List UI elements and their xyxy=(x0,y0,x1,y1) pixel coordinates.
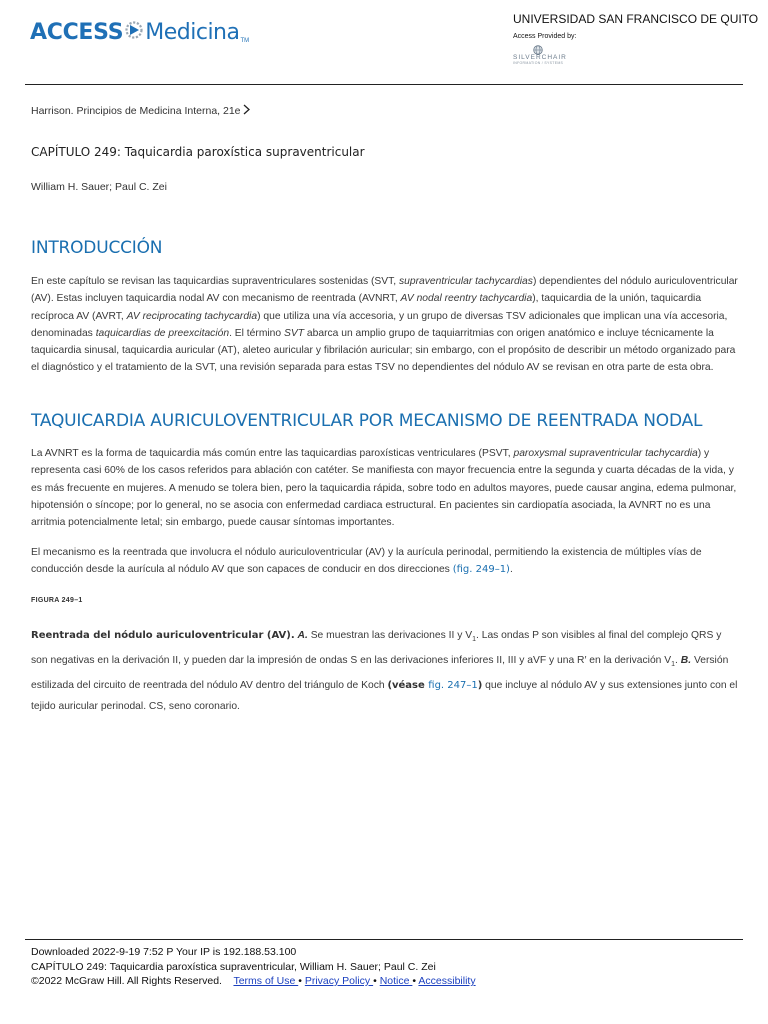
section-heading-avnrt: TAQUICARDIA AURICULOVENTRICULAR POR MECANISMO DE REENTRADA NODAL xyxy=(31,411,703,431)
header-divider xyxy=(25,84,743,85)
provider-name: SILVERCHAIR xyxy=(513,54,567,61)
breadcrumb[interactable] xyxy=(31,104,250,118)
figure-label: FIGURA 249–1 xyxy=(31,597,83,604)
figure-caption: Reentrada del nódulo auriculoventricular (AV). A. Se muestran las derivaciones II y $V_1$. Las ondas P son visibles al final del complejo QRS y son negativas en la derivación II, y pueden dar la impresión de ondas S en las derivaciones inferiores II, III y aVF y una R′ en la derivación $V_1$. B. Versión estilizada del circuito de reentrada del nódulo AV dentro del triángulo de Koch (véase fig. 247–1) que incluye al nódulo AV y sus extensiones junto con el tejido auricular perinodal. CS, seno coronario. xyxy=(31,630,738,713)
copyright-text: ©2022 McGraw Hill. All Rights Reserved. xyxy=(31,975,222,987)
privacy-policy-link[interactable]: Privacy Policy xyxy=(304,975,374,987)
chapter-authors: William H. Sauer; Paul C. Zei xyxy=(31,181,167,193)
figure-247-1-link[interactable]: fig. 247–1 xyxy=(428,680,478,692)
footer-divider xyxy=(25,939,743,940)
breadcrumb-book[interactable]: Harrison. Principios de Medicina Interna, 21e xyxy=(31,105,241,117)
separator: • xyxy=(298,975,302,987)
provider-subtitle: INFORMATION / SYSTEMS xyxy=(513,61,564,65)
gear-arrow-icon xyxy=(124,19,144,46)
separator: • xyxy=(412,975,417,987)
logo-trademark: TM xyxy=(240,38,250,44)
institution-name: UNIVERSIDAD SAN FRANCISCO DE QUITO xyxy=(513,12,759,26)
citation-text: CAPÍTULO 249: Taquicardia paroxística supraventricular, William H. Sauer; Paul C. Zei xyxy=(31,960,436,973)
chapter-title: CAPÍTULO 249: Taquicardia paroxística supraventricular xyxy=(31,145,365,159)
figure-249-1-link[interactable]: (fig. 249–1) xyxy=(452,564,510,576)
footer-links-row xyxy=(31,974,476,989)
separator: • xyxy=(373,975,377,987)
footer xyxy=(31,945,476,989)
accessibility-link[interactable]: Accessibility xyxy=(418,975,476,987)
logo-medicina-text: Medicina xyxy=(145,19,240,45)
download-info: Downloaded 2022-9-19 7:52 P Your IP is 192.188.53.100 xyxy=(31,946,297,958)
intro-paragraph: En este capítulo se revisan las taquicardias supraventriculares sostenidas (SVT, supraventricular tachycardias) dependientes del nódulo auriculoventricular (AV). Estas incluyen taquicardia nodal AV con mecanismo de reentrada (AVNRT, AV nodal reentry tachycardia), taquicardia de la unión, taquicardia recíproca AV (AVRT, AV reciprocating tachycardia) que utiliza una vía accesoria, y un grupo de diversas TSV adicionales que implican una vía accesoria, denominadas taquicardias de preexcitación. El término SVT abarca un amplio grupo de taquiarritmias con origen anatómico e incluye técnicamente la taquicardia sinusal, taquicardia auricular (AT), aleteo auricular y fibrilación auricular; sin embargo, con el propósito de describir un método organizado para el diagnóstico y el tratamiento de la SVT, una revisión separada para estas TSV no dependientes del nódulo AV se revisan en otra parte de esta obra. xyxy=(31,276,738,374)
accessmedicina-logo[interactable] xyxy=(30,14,249,50)
section-heading-introduccion: INTRODUCCIÓN xyxy=(31,238,163,258)
terms-of-use-link[interactable]: Terms of Use xyxy=(233,975,299,987)
access-provided-by: Access Provided by: xyxy=(513,33,577,40)
notice-link[interactable]: Notice xyxy=(379,975,413,987)
chevron-right-icon xyxy=(243,104,250,118)
logo-access-text: ACCESS xyxy=(30,19,124,45)
avnrt-paragraph-2: El mecanismo es la reentrada que involucra el nódulo auriculoventricular (AV) y la aurícula perinodal, permitiendo la existencia de múltiples vías de conducción desde la aurícula al nódulo AV que son capaces de conducir en dos direcciones (fig. 249–1). xyxy=(31,547,702,576)
avnrt-paragraph-1: La AVNRT es la forma de taquicardia más común entre las taquicardias paroxísticas ventriculares (PSVT, paroxysmal supraventricular tachycardia) y representa casi 60% de los casos referidos para ablación con catéter. Se manifiesta con mayor frecuencia entre la segunda y cuarta décadas de la vida, y es más frecuente en mujeres. A menudo se tolera bien, pero la taquicardia rápida, sobre todo en adultos mayores, puede causar angina, edema pulmonar, hipotensión o síncope; por lo general, no se asocia con enfermedad cardiaca estructural. En pacientes sin cardiopatía asociada, la AVNRT no es una arritmia potencialmente letal; sin embargo, puede causar síntomas importantes. xyxy=(31,448,737,529)
